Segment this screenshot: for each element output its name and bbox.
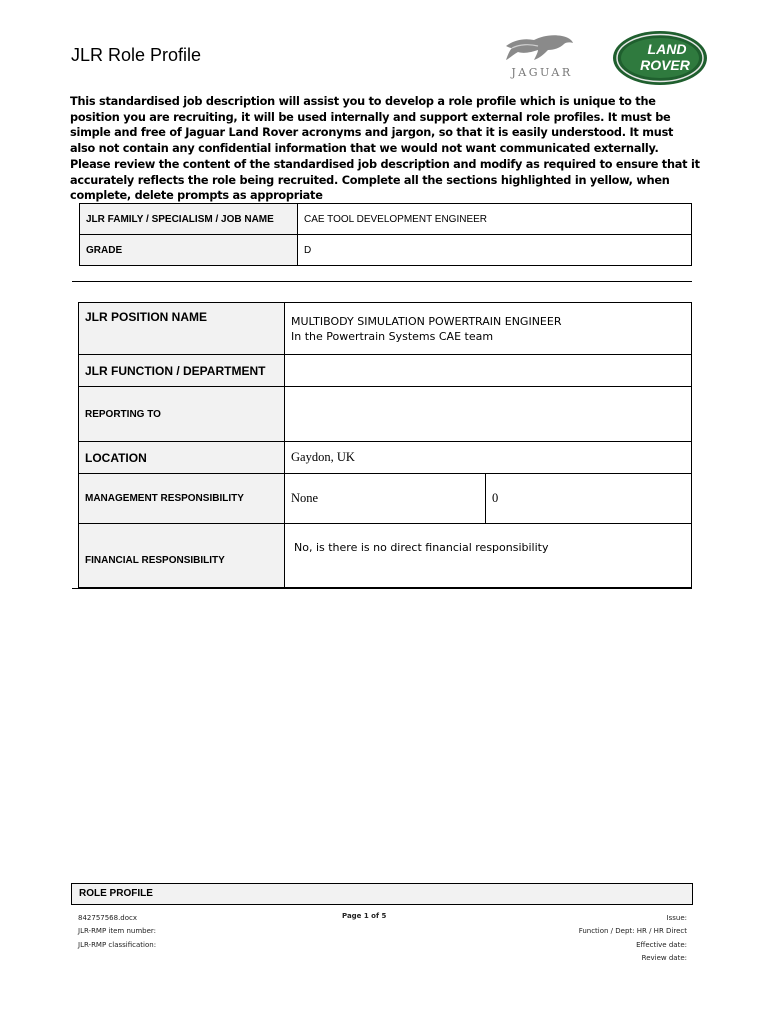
position-row xyxy=(79,303,692,355)
job-table xyxy=(79,203,692,266)
financial-label: FINANCIAL RESPONSIBILITY xyxy=(79,524,285,588)
grade-row xyxy=(80,235,692,266)
family-row xyxy=(80,204,692,235)
land-rover-logo xyxy=(612,30,708,86)
footer-classification: JLR-RMP classification: xyxy=(78,940,157,949)
reporting-label: REPORTING TO xyxy=(79,387,285,442)
management-row xyxy=(79,474,692,524)
location-row xyxy=(79,442,692,474)
bottom-divider xyxy=(72,588,692,589)
footer-item-number: JLR-RMP item number: xyxy=(78,927,157,936)
document-title: JLR Role Profile xyxy=(71,45,202,65)
jaguar-logo xyxy=(490,30,594,82)
footer-section-bar xyxy=(71,883,693,905)
financial-value[interactable]: No, is there is no direct financial responsibility xyxy=(285,524,692,588)
function-value[interactable] xyxy=(285,355,692,387)
position-value-line2: In the Powertrain Systems CAE team xyxy=(291,329,494,343)
footer-right xyxy=(579,912,687,965)
grade-value[interactable]: D xyxy=(298,235,692,266)
function-label: JLR FUNCTION / DEPARTMENT xyxy=(79,355,285,387)
land-rover-line2: ROVER xyxy=(640,57,690,73)
management-label: MANAGEMENT RESPONSIBILITY xyxy=(79,474,285,524)
footer-left xyxy=(78,912,156,952)
location-value[interactable]: Gaydon, UK xyxy=(285,442,692,474)
footer-review-date: Review date: xyxy=(641,953,687,962)
family-value[interactable]: CAE TOOL DEVELOPMENT ENGINEER xyxy=(298,204,692,235)
reporting-value[interactable] xyxy=(285,387,692,442)
footer-function-dept: Function / Dept: HR / HR Direct xyxy=(578,927,687,936)
divider xyxy=(72,281,692,282)
jaguar-wordmark: JAGUAR xyxy=(511,66,573,79)
function-row xyxy=(79,355,692,387)
position-value-line1: MULTIBODY SIMULATION POWERTRAIN ENGINEER xyxy=(291,314,562,328)
footer-effective-date: Effective date: xyxy=(636,940,687,949)
management-count[interactable]: 0 xyxy=(486,474,692,524)
position-label: JLR POSITION NAME xyxy=(79,303,285,355)
intro-paragraph: This standardised job description will assist you to develop a role profile which is unique to the position you are recruiting, it will be used internally and support external role profiles. It must be simple and free of Jaguar Land Rover acronyms and jargon, so that it is easily understood. It must also not contain any confidential information that we would not want communicated externally. Please review the content of the standardised job description and modify as required to ensure that it accurately reflects the role being recruited. Complete all the sections highlighted in yellow, when complete, delete prompts as appropriate xyxy=(70,95,700,203)
land-rover-wordmark xyxy=(612,41,708,73)
location-label: LOCATION xyxy=(79,442,285,474)
reporting-row xyxy=(79,387,692,442)
management-value[interactable]: None xyxy=(285,474,486,524)
position-table xyxy=(78,302,692,588)
footer-filename: 842757568.docx xyxy=(78,914,138,922)
jaguar-leaper-icon xyxy=(504,32,574,64)
position-value[interactable] xyxy=(285,303,692,355)
footer-page-number: Page 1 of 5 xyxy=(342,912,387,920)
footer-issue: Issue: xyxy=(666,914,687,922)
family-label: JLR FAMILY / SPECIALISM / JOB NAME xyxy=(80,204,298,235)
financial-row xyxy=(79,524,692,588)
land-rover-line1: LAND xyxy=(647,41,687,57)
grade-label: GRADE xyxy=(80,235,298,266)
footer-section-label: ROLE PROFILE xyxy=(79,888,153,899)
